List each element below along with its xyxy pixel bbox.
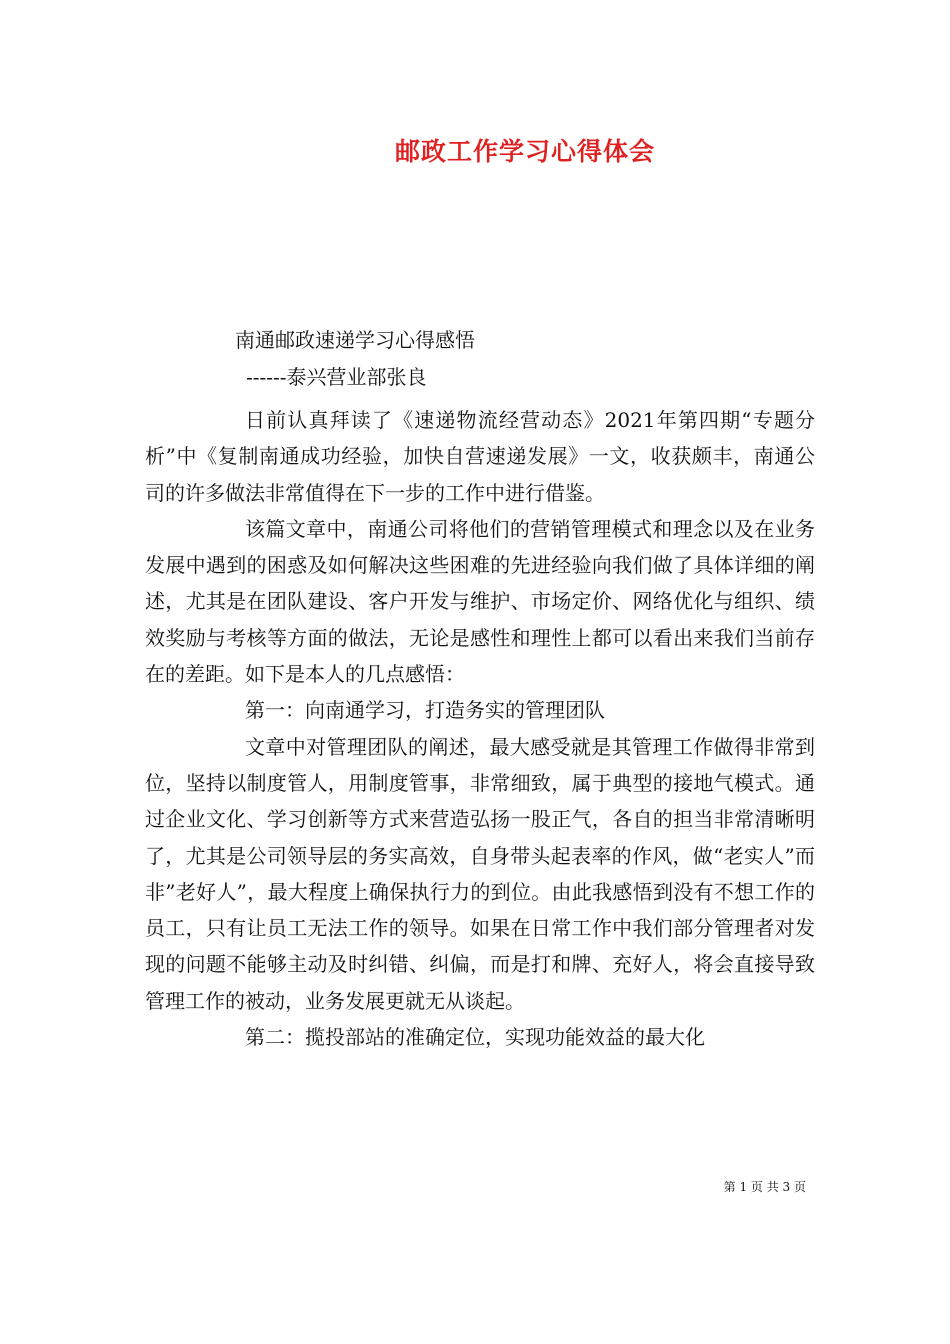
section-heading-1: 第一：向南通学习，打造务实的管理团队: [245, 698, 605, 723]
document-subtitle: 南通邮政速递学习心得感悟: [235, 328, 475, 352]
author-line: ------泰兴营业部张良: [246, 365, 427, 389]
page-title: 邮政工作学习心得体会: [394, 137, 655, 166]
paragraph-overview: 该篇文章中，南通公司将他们的营销管理模式和理念以及在业务发展中遇到的困惑及如何解决这些困难的先进经验向我们做了具体详细的阐述，尤其是在团队建设、客户开发与维护、市场定价、网络优化与组织、绩效奖励与考核等方面的做法，无论是感性和理性上都可以看出来我们当前存在的差距。如下是本人的几点感悟：: [145, 516, 815, 687]
section-heading-2: 第二：揽投部站的准确定位，实现功能效益的最大化: [245, 1025, 705, 1050]
document-body: [145, 402, 815, 1055]
paragraph-intro: 日前认真拜读了《速递物流经营动态》2021年第四期“专题分析”中《复制南通成功经验，加快自营速递发展》一文，收获颇丰，南通公司的许多做法非常值得在下一步的工作中进行借鉴。: [145, 408, 815, 505]
page-footer: 第 1 页 共 3 页: [723, 1180, 806, 1194]
paragraph-section-1: 文章中对管理团队的阐述，最大感受就是其管理工作做得非常到位，坚持以制度管人，用制度管事，非常细致，属于典型的接地气模式。通过企业文化、学习创新等方式来营造弘扬一股正气，各自的担当非常清晰明了，尤其是公司领导层的务实高效，自身带头起表率的作风，做“老实人”而非”老好人”，最大程度上确保执行力的到位。由此我感悟到没有不想工作的员工，只有让员工无法工作的领导。如果在日常工作中我们部分管理者对发现的问题不能够主动及时纠错、纠偏，而是打和牌、充好人，将会直接导致管理工作的被动，业务发展更就无从谈起。: [145, 734, 815, 1013]
